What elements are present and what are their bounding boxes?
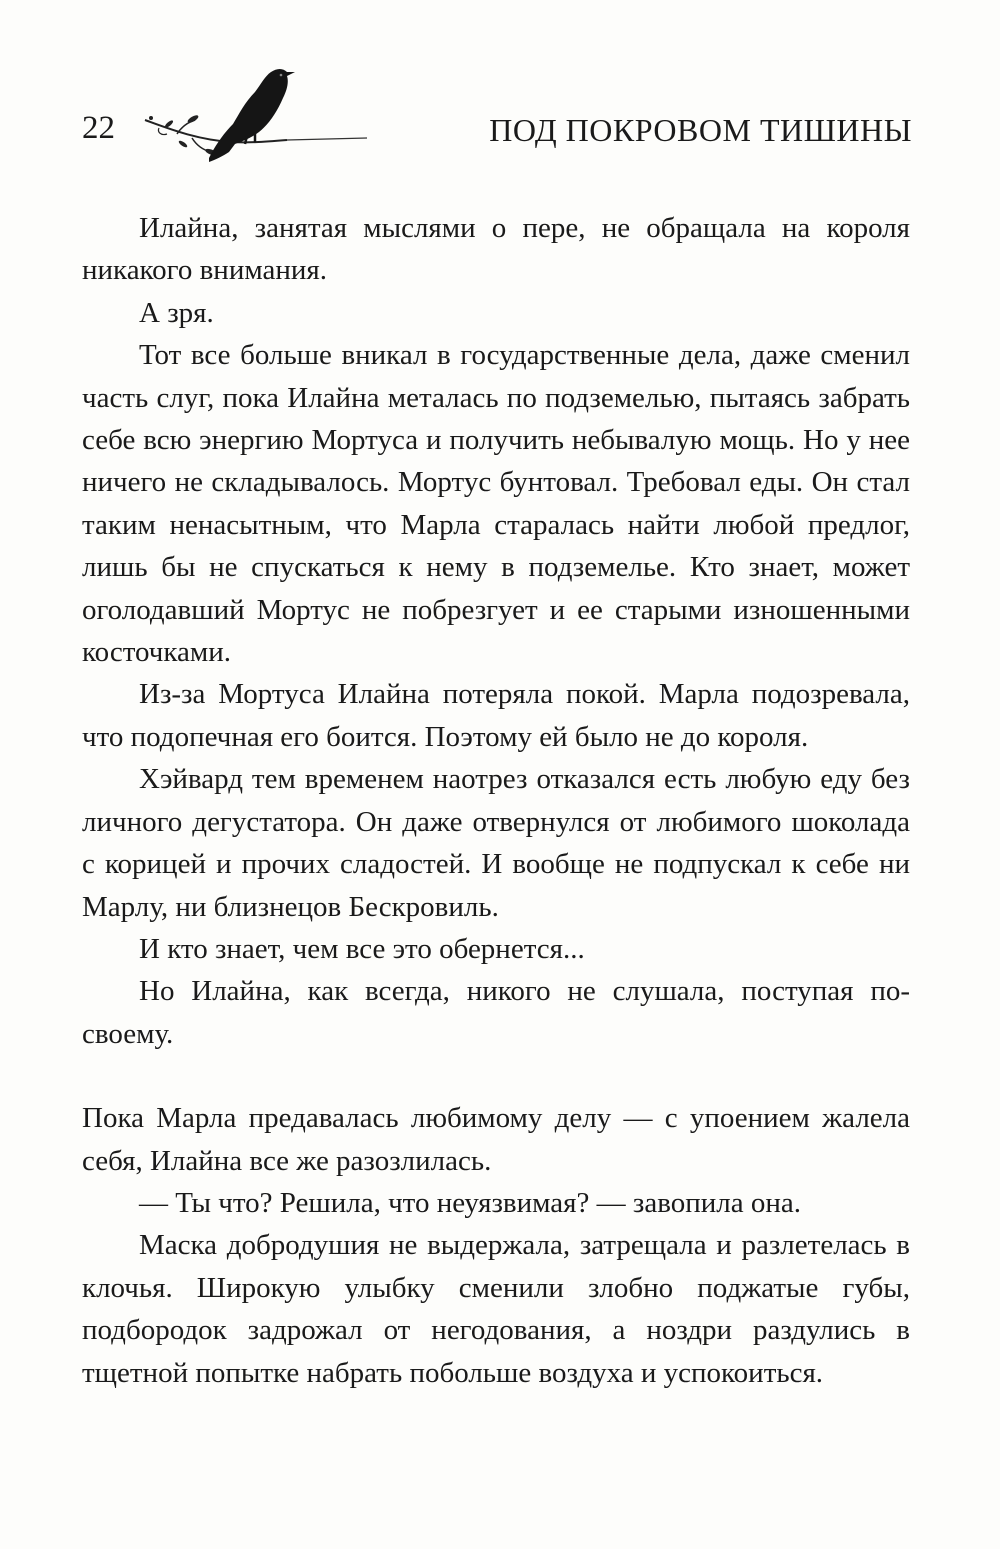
paragraph: А зря. bbox=[139, 296, 214, 329]
paragraph: И кто знает, чем все это обернется... bbox=[139, 932, 585, 965]
page-number: 22 bbox=[82, 110, 115, 146]
paragraph: Илайна, занятая мыслями о пере, не обращала на короля никакого внимания. bbox=[82, 212, 910, 287]
paragraph: Пока Марла предавалась любимому делу — с упоением жалела себя, Илайна все же разозлилась. bbox=[82, 1102, 910, 1177]
section-break bbox=[82, 1055, 910, 1097]
raven-on-branch-icon bbox=[137, 58, 367, 168]
paragraph: Хэйвард тем временем наотрез отказался есть любую еду без личного дегустатора. Он даже отвернулся от любимого шоколада с корицей и прочих сладостей. И вообще не подпускал к себе ни Марлу, ни близнецов Бескровиль. bbox=[82, 763, 910, 923]
paragraph: Из-за Мортуса Илайна потеряла покой. Марла подозревала, что подопечная его боится. Поэтому ей было не до короля. bbox=[82, 678, 910, 753]
paragraph: Маска добродушия не выдержала, затрещала и разлетелась в клочья. Широкую улыбку сменили злобно поджатые губы, подбородок задрожал от негодования, а ноздри раздулись в тщетной попытке набрать побольше воздуха и успокоиться. bbox=[82, 1229, 910, 1389]
paragraph: — Ты что? Решила, что неуязвимая? — завопила она. bbox=[139, 1186, 801, 1219]
page-header bbox=[82, 58, 912, 168]
paragraph: Тот все больше вникал в государственные дела, даже сменил часть слуг, пока Илайна металась по подземелью, пытаясь забрать себе всю энергию Мортуса и получить небывалую мощь. Но у нее ничего не складывалось. Мортус бунтовал. Требовал еды. Он стал таким ненасытным, что Марла старалась найти любой предлог, лишь бы не спускаться к нему в подземелье. Кто знает, может оголодавший Мортус не побрезгует и ее старыми изношенными косточками. bbox=[82, 339, 910, 669]
paragraph: Но Илайна, как всегда, никого не слушала, поступая по-своему. bbox=[82, 975, 910, 1050]
chapter-text bbox=[82, 207, 910, 1394]
running-title: ПОД ПОКРОВОМ ТИШИНЫ bbox=[489, 112, 912, 148]
